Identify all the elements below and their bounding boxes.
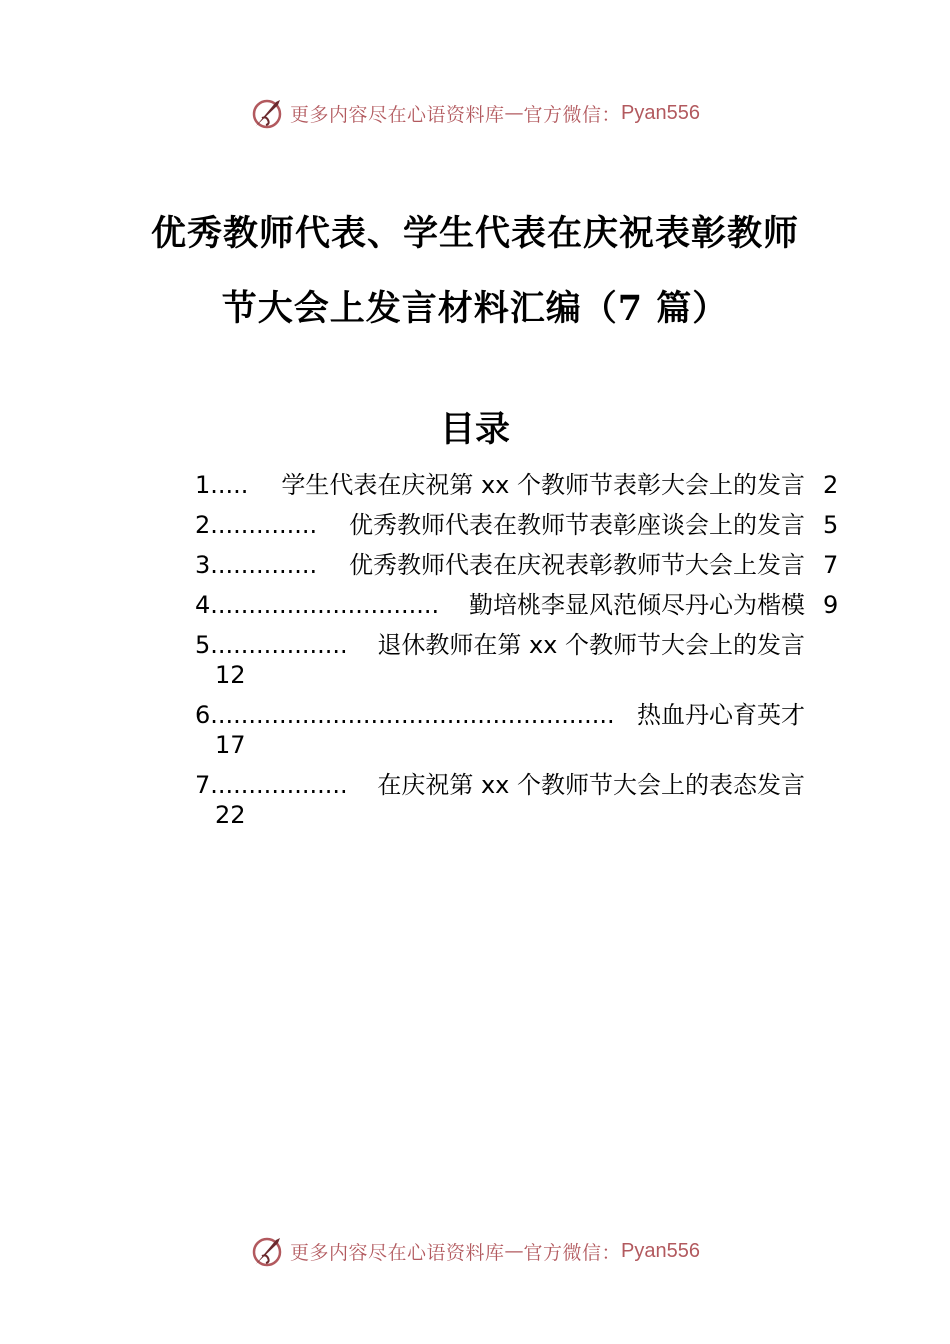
watermark-wechat-id: Pyan556 [621, 1239, 700, 1262]
toc-entry-leader-dots: .............. [210, 511, 318, 539]
table-of-contents [195, 470, 845, 840]
toc-entry-title: 退休教师在第 xx 个教师节大会上的发言 [377, 631, 805, 659]
watermark-wechat-id: Pyan556 [621, 101, 700, 124]
toc-entry-leader-dots: .................. [210, 771, 348, 799]
toc-heading: 目录 [439, 409, 510, 450]
toc-entry-title: 在庆祝第 xx 个教师节大会上的表态发言 [377, 771, 805, 799]
toc-entry[interactable] [195, 630, 845, 700]
toc-entry-title: 优秀教师代表在教师节表彰座谈会上的发言 [349, 511, 805, 539]
toc-entry-leader-dots: .............. [210, 551, 318, 579]
toc-entry[interactable] [195, 700, 845, 770]
toc-entry-page-number: 5 [823, 511, 839, 539]
header-watermark [0, 96, 950, 134]
toc-entry-title: 勤培桃李显风范倾尽丹心为楷模 [469, 591, 805, 619]
toc-entry-page-number: 9 [823, 591, 839, 619]
toc-entry[interactable] [195, 770, 845, 840]
toc-entry[interactable] [195, 510, 845, 550]
toc-entry-page-number: 2 [823, 471, 839, 499]
watermark-text: 更多内容尽在心语资料库 [290, 103, 505, 126]
toc-entry-line [195, 700, 805, 730]
toc-entry-line [195, 630, 805, 660]
document-title-line-2: 节大会上发言材料汇编（7 篇） [221, 288, 729, 329]
toc-entry-number: 4 [195, 591, 211, 619]
toc-entry-page-number: 17 [215, 731, 246, 759]
toc-entry-number: 6 [195, 701, 211, 729]
toc-entry[interactable] [195, 550, 845, 590]
toc-entry-number: 3 [195, 551, 211, 579]
toc-entry-title: 优秀教师代表在庆祝表彰教师节大会上发言 [349, 551, 805, 579]
toc-entry-leader-dots: .................. [210, 631, 348, 659]
toc-entry-leader-dots: ..................................................... [210, 701, 615, 729]
toc-entry[interactable] [195, 590, 845, 630]
toc-entry-title: 热血丹心育英才 [637, 701, 805, 729]
watermark-separator: — [504, 1240, 524, 1262]
watermark-label: 官方微信： [523, 103, 622, 126]
toc-entry-page-number: 7 [823, 551, 839, 579]
toc-entry-line [195, 510, 805, 540]
footer-watermark [0, 1234, 950, 1272]
quill-circle-logo-icon [250, 1234, 284, 1268]
toc-entry-line [195, 470, 805, 500]
toc-entry-number: 2 [195, 511, 211, 539]
toc-entry-line [195, 590, 805, 620]
toc-entry-title: 学生代表在庆祝第 xx 个教师节表彰大会上的发言 [281, 471, 805, 499]
watermark-label: 官方微信： [523, 1241, 622, 1264]
toc-entry-leader-dots: .............................. [210, 591, 440, 619]
watermark-text: 更多内容尽在心语资料库 [290, 1241, 505, 1264]
quill-circle-logo-icon [250, 96, 284, 130]
watermark-separator: — [504, 102, 524, 124]
toc-entry-page-number: 12 [215, 661, 246, 689]
toc-entry-number: 5 [195, 631, 211, 659]
toc-entry[interactable] [195, 470, 845, 510]
toc-entry-page-number: 22 [215, 801, 246, 829]
toc-entry-leader-dots: ..... [210, 471, 249, 499]
toc-entry-line [195, 770, 805, 800]
document-title-line-1: 优秀教师代表、学生代表在庆祝表彰教师 [150, 213, 799, 254]
toc-entry-number: 1 [195, 471, 211, 499]
toc-entry-line [195, 550, 805, 580]
toc-entry-number: 7 [195, 771, 211, 799]
